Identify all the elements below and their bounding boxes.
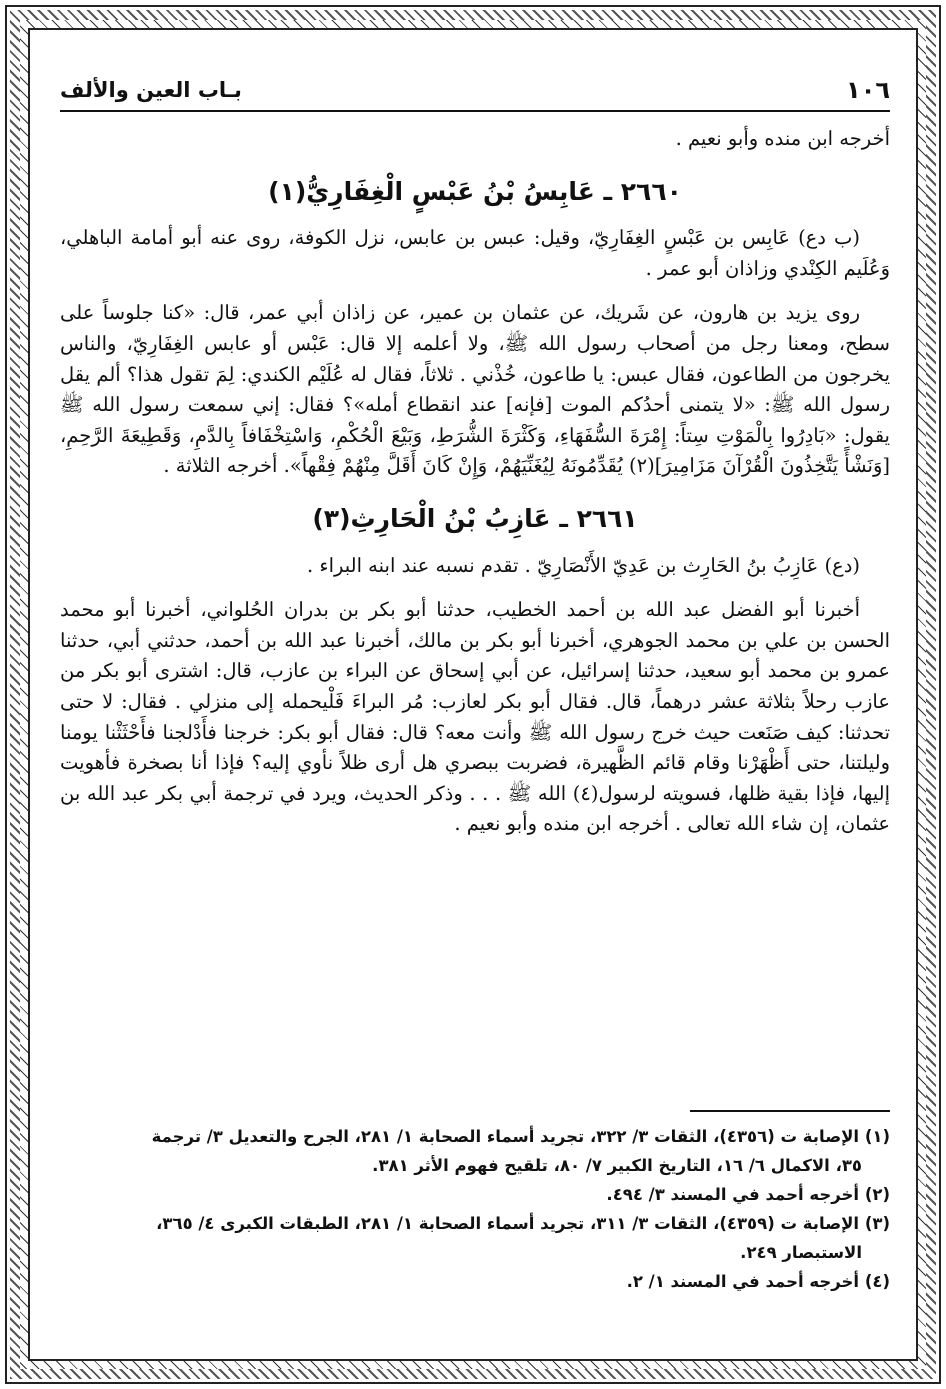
running-header [60,76,890,112]
footnote-4: (٤) أخرجه أحمد في المسند ١/ ٢. [626,1272,890,1291]
paragraph-narration: أخبرنا أبو الفضل عبد الله بن أحمد الخطيب، حدثنا أبو بكر بن بدران الحُلواني، أخبرنا أبو محمد الحسن بن علي بن محمد الجوهري، أخبرنا أبو بكر بن مالك، أخبرنا عبد الله بن أحمد، حدثني أبي، حدثنا عمرو بن محمد أبو سعيد، حدثنا إسرائيل، عن أبي إسحاق عن البراء بن عازب، قال: اشترى أبو بكر من عازب رحلاً بثلاثة عشر درهماً، قال. فقال أبو بكر لعازب: مُر البراءَ فَلْيحمله إلى منزلي . فقال: لا حتى تحدثنا: كيف صَنَعت حيث خرج رسول الله ﷺ وأنت معه؟ قال: فقال أبو بكر: خرجنا فأَدْلجنا فأَحْثَثْنا يومنا وليلتنا، حتى أَظْهَرْنا وقام قائم الظَّهيرة، فضربت ببصري هل أرى ظلاً نأوي إليه؟ فإذا أنا بصخرة فأهويت إليها، فإذا بقية ظلها، فسويته لرسول(٤) الله ﷺ . . . وذكر الحديث، ويرد في ترجمة أبي بكر عبد الله بن عثمان، إن شاء الله تعالى . أخرجه ابن منده وأبو نعيم . [60,598,890,836]
page-number: ١٠٦ [846,76,890,104]
chapter-title: بـاب العين والألف [60,78,242,102]
footnotes [60,1122,890,1296]
book-page [60,60,890,1350]
footnote-3-continued: الاستبصار ٢٤٩. [740,1243,862,1262]
entry-title-2660: ٢٦٦٠ ـ عَابِسُ بْنُ عَبْسٍ الْغِفَارِيُّ(١) [268,176,682,206]
paragraph-closing-previous: أخرجه ابن منده وأبو نعيم . [675,127,890,150]
entry-title-2661: ٢٦٦١ ـ عَازِبُ بْنُ الْحَارِثِ(٣) [312,503,638,533]
paragraph-entry-intro: (ب دع) عَابِس بن عَبْسٍ الغِفَارِيّ، وقيل: عبس بن عابس، نزل الكوفة، روى عنه أبو أمامة الباهلي، وَعُلَيم الكِنْدي وزاذان أبو عمر . [60,226,890,280]
paragraph-hadith: روى يزيد بن هارون، عن شَريك، عن عثمان بن عمير، عن زاذان أبي عمر، قال: «كنا جلوساً على سطح، ومعنا رجل من أصحاب رسول الله ﷺ، ولا أعلمه إلا قال: عَبْس أو عابس الغِفَارِيّ، والناس يخرجون من الطاعون، فقال عبس: يا طاعون، خُذْني . ثلاثاً، فقال له عُلَيْم الكندي: لِمَ تقول هذا؟ ألم يقل رسول الله ﷺ: «لا يتمنى أحدُكم الموت [فإنه] عند انقطاع أمله»؟ فقال: إني سمعت رسول الله ﷺ يقول: «بَادِرُوا بِالْمَوْتِ سِتاً: إِمْرَةَ السُّفَهَاءِ، وَكَثْرَةَ الشُّرَطِ، وَبَيْعَ الْحُكْمِ، وَاسْتِخْفَافاً بِالدَّمِ، وَقَطِيعَةَ الرَّحِمِ، [وَنَشْأً يَتَّخِذُونَ الْقُرْآنَ مَزَامِيرَ](٢) يُقَدِّمُونَهُ لِيُغَنِّيَهُمْ، وَإِنْ كَانَ أَقَلَّ مِنْهُمْ فِقْهاً». أخرجه الثلاثة . [60,301,890,478]
paragraph-entry-intro-2: (دع) عَازِبُ بنُ الحَارِث بن عَدِيّ الأَنْصَارِيّ . تقدم نسبه عند ابنه البراء . [307,553,860,577]
footnote-1: (١) الإصابة ت (٤٣٥٦)، الثقات ٣/ ٣٢٢، تجريد أسماء الصحابة ١/ ٢٨١، الجرح والتعديل ٣/ ترجمة [151,1127,890,1146]
footnote-3: (٣) الإصابة ت (٤٣٥٩)، الثقات ٣/ ٣١١، تجريد أسماء الصحابة ١/ ٢٨١، الطبقات الكبرى ٤/ ٣٦٥، [156,1214,890,1233]
main-text [60,124,890,840]
footnote-separator [690,1110,890,1112]
footnote-1-continued: ٣٥، الاكمال ٦/ ١٦، التاريخ الكبير ٧/ ٨٠، تلقيح فهوم الأثر ٣٨١. [372,1156,862,1175]
footnote-2: (٢) أخرجه أحمد في المسند ٣/ ٤٩٤. [606,1185,890,1204]
